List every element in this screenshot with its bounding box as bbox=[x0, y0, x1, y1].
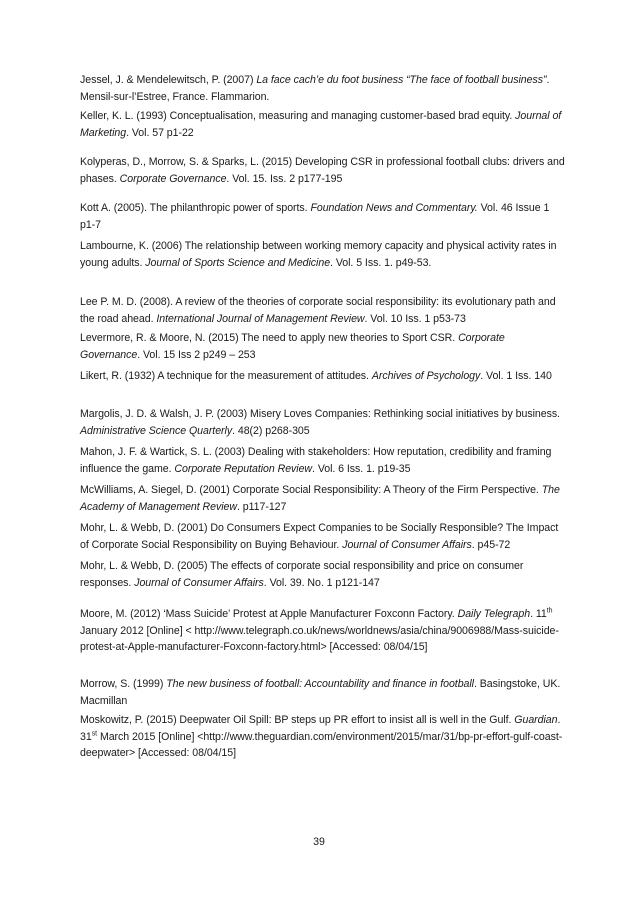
reference-text: . 11 bbox=[530, 608, 547, 620]
reference-entry-margolis bbox=[80, 406, 566, 439]
reference-text: . Vol. 39. No. 1 p121-147 bbox=[263, 576, 380, 589]
reference-title: Foundation News and Commentary. bbox=[310, 202, 478, 214]
reference-title: Guardian bbox=[514, 714, 558, 726]
reference-title: Journal of Sports Science and Medicine bbox=[145, 256, 331, 269]
reference-text: Morrow, S. (1999) bbox=[80, 678, 167, 690]
reference-text: . Vol. 1 Iss. 140 bbox=[480, 370, 552, 382]
reference-title: Corporate Governance bbox=[80, 332, 505, 361]
reference-title: Administrative Science Quarterly bbox=[80, 424, 233, 437]
page-number: 39 bbox=[313, 836, 325, 848]
reference-text: . p45-72 bbox=[471, 538, 511, 551]
reference-entry-lee bbox=[80, 294, 566, 327]
reference-title: International Journal of Management Review bbox=[156, 312, 365, 325]
reference-text: Mohr, L. & Webb, D. (2005) The effects of corporate social responsibility and price on consumer responses. bbox=[80, 560, 524, 589]
reference-text: Kott A. (2005). The philanthropic power of sports. bbox=[80, 202, 311, 214]
reference-text: . Vol. 10 Iss. 1 p53-73 bbox=[364, 312, 466, 325]
reference-text: Lee P. M. D. (2008). A review of the theories of corporate social responsibility: its evolutionary path and the road ahead. bbox=[80, 296, 556, 325]
reference-entry-mohr2001 bbox=[80, 520, 566, 553]
reference-text: Moore, M. (2012) ‘Mass Suicide’ Protest at Apple Manufacturer Foxconn Factory. bbox=[80, 608, 458, 620]
reference-entry-keller bbox=[80, 108, 566, 141]
reference-entry-moskowitz bbox=[80, 712, 566, 762]
reference-text: . Vol. 5 Iss. 1. p49-53. bbox=[330, 256, 432, 269]
reference-title: Journal of Marketing bbox=[80, 110, 562, 139]
reference-text: . Vol. 6 Iss. 1. p19-35 bbox=[312, 462, 411, 475]
reference-text: Mahon, J. F. & Wartick, S. L. (2003) Dealing with stakeholders: How reputation, credibility and framing influence the game. bbox=[80, 446, 552, 475]
reference-text: Moskowitz, P. (2015) Deepwater Oil Spill: BP steps up PR effort to insist all is well in the Gulf. bbox=[80, 714, 515, 726]
reference-text: Likert, R. (1932) A technique for the measurement of attitudes. bbox=[80, 370, 372, 382]
ordinal-suffix: st bbox=[91, 730, 98, 738]
reference-text: . Basingstoke, UK. Macmillan bbox=[80, 678, 561, 707]
reference-title: Daily Telegraph bbox=[457, 608, 531, 620]
reference-text: Jessel, J. & Mendelewitsch, P. (2007) bbox=[80, 74, 257, 86]
reference-entry-moore bbox=[80, 606, 566, 656]
reference-entry-lambourne bbox=[80, 238, 566, 271]
reference-text: . Mensil-sur-l’Estree, France. Flammarion. bbox=[80, 74, 550, 103]
ordinal-suffix: th bbox=[546, 607, 553, 615]
reference-text: Lambourne, K. (2006) The relationship between working memory capacity and physical activity rates in young adults. bbox=[80, 240, 557, 269]
reference-text: . Vol. 57 p1-22 bbox=[126, 126, 194, 139]
reference-entry-jessel bbox=[80, 72, 566, 105]
reference-text: . p117-127 bbox=[237, 500, 287, 513]
reference-title: The new business of football: Accountability and finance in football bbox=[166, 678, 474, 690]
reference-text: . 48(2) p268-305 bbox=[232, 424, 310, 437]
reference-text: McWilliams, A. Siegel, D. (2001) Corporate Social Responsibility: A Theory of the Firm Perspective. bbox=[80, 484, 542, 496]
reference-title: La face cach’e du foot business “The face of football business” bbox=[256, 74, 547, 86]
reference-text: January 2012 [Online] < http://www.telegraph.co.uk/news/worldnews/asia/china/9006988/Mass-suicide-protest-at-Apple-manufacturer-Foxconn-factory.html> [Accessed: 08/04/15] bbox=[80, 624, 559, 654]
reference-text: . 31 bbox=[80, 714, 561, 743]
reference-text: Vol. 46 Issue 1 p1-7 bbox=[80, 202, 550, 231]
reference-entry-levermore bbox=[80, 330, 566, 363]
reference-text: Mohr, L. & Webb, D. (2001) Do Consumers Expect Companies to be Socially Responsible? The Impact of Corporate Social Responsibility on Buying Behaviour. bbox=[80, 522, 559, 551]
reference-entry-kott bbox=[80, 200, 566, 233]
reference-text: March 2015 [Online] <http://www.theguardian.com/environment/2015/mar/31/bp-pr-effort-gulf-coast-deepwater> [Accessed: 08/04/15] bbox=[80, 730, 563, 760]
reference-text: . Vol. 15 Iss 2 p249 – 253 bbox=[137, 348, 256, 361]
reference-title: Corporate Governance bbox=[119, 172, 227, 185]
reference-entry-mahon bbox=[80, 444, 566, 477]
reference-text: . Vol. 15. Iss. 2 p177-195 bbox=[226, 172, 343, 185]
reference-title: Journal of Consumer Affairs bbox=[342, 538, 472, 551]
reference-title: Corporate Reputation Review bbox=[174, 462, 313, 475]
reference-text: Kolyperas, D., Morrow, S. & Sparks, L. (2015) Developing CSR in professional football clubs: drivers and phases. bbox=[80, 156, 565, 185]
reference-entry-likert bbox=[80, 368, 566, 385]
reference-entry-mohr2005 bbox=[80, 558, 566, 591]
reference-entry-morrow bbox=[80, 676, 566, 709]
reference-entry-kolyperas bbox=[80, 154, 566, 187]
reference-text: Margolis, J. D. & Walsh, J. P. (2003) Misery Loves Companies: Rethinking social initiatives by business. bbox=[80, 408, 560, 420]
reference-entry-mcwilliams bbox=[80, 482, 566, 515]
reference-text: Keller, K. L. (1993) Conceptualisation, measuring and managing customer-based brad equity. bbox=[80, 110, 516, 122]
reference-text: Levermore, R. & Moore, N. (2015) The need to apply new theories to Sport CSR. bbox=[80, 332, 459, 344]
reference-title: Archives of Psychology bbox=[371, 370, 481, 382]
reference-title: The Academy of Management Review bbox=[80, 484, 560, 513]
reference-title: Journal of Consumer Affairs bbox=[134, 576, 264, 589]
